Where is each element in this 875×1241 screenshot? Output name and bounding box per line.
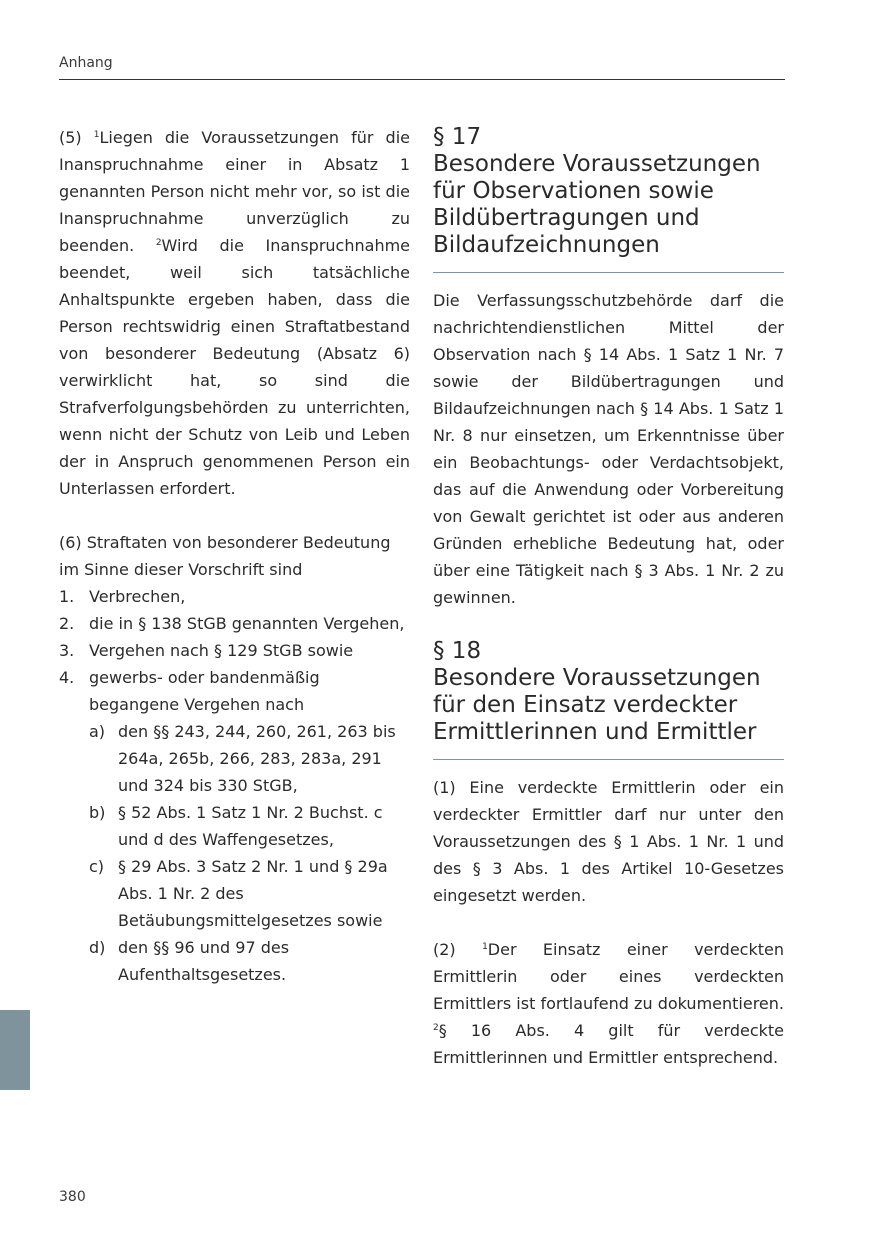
section-divider <box>433 759 784 760</box>
list-text: Verbrechen, <box>89 587 186 606</box>
list-item <box>59 637 410 664</box>
sub-list <box>89 718 410 988</box>
page-number: 380 <box>59 1189 86 1205</box>
section-17-number: § 17 <box>433 124 482 150</box>
sub-list-text: § 29 Abs. 3 Satz 2 Nr. 1 und § 29a Abs. 1 Nr. 2 des Betäubungsmittelgesetzes sowie <box>118 857 388 930</box>
sub-list-text: den §§ 96 und 97 des Aufenthaltsgesetzes. <box>118 938 290 984</box>
paragraph-label: (5) <box>59 128 94 147</box>
header-divider <box>59 79 785 80</box>
list-item <box>59 610 410 637</box>
section-18-number: § 18 <box>433 638 482 664</box>
list-item <box>59 583 410 610</box>
left-column <box>59 124 410 988</box>
section-18-paragraph-2 <box>433 936 784 1071</box>
section-18-paragraph-1: (1) Eine verdeckte Ermittlerin oder ein verdeckter Ermittler darf nur unter den Voraussetzungen des § 1 Abs. 1 Nr. 1 und des § 3 Abs. 1 des Artikel 10-Gesetzes eingesetzt werden. <box>433 778 784 905</box>
paragraph-text: Der Einsatz einer verdeckten Ermittlerin oder eines verdeckten Ermittlers ist fortlaufend zu dokumentieren. <box>433 940 784 1013</box>
section-divider <box>433 272 784 273</box>
list-text: Vergehen nach § 129 StGB sowie <box>89 641 354 660</box>
sub-list-text: den §§ 243, 244, 260, 261, 263 bis 264a, 265b, 266, 283, 283a, 291 und 324 bis 330 StGB, <box>118 722 396 795</box>
sub-list-letter: c) <box>89 857 105 876</box>
chapter-side-tab <box>0 1010 30 1090</box>
paragraph-text: Liegen die Voraussetzungen für die Inanspruchnahme einer in Absatz 1 genannten Person nicht mehr vor, so ist die Inanspruchnahme unverzüglich zu beenden. <box>59 128 411 255</box>
sub-list-item <box>89 718 410 799</box>
running-header: Anhang <box>59 55 113 71</box>
sub-list-text: § 52 Abs. 1 Satz 1 Nr. 2 Buchst. c und d des Waffengesetzes, <box>118 803 383 849</box>
list-text: gewerbs- oder bandenmäßig begangene Vergehen nach <box>89 668 320 714</box>
sub-list-letter: b) <box>89 803 106 822</box>
offense-list <box>59 583 410 988</box>
sentence-number: 2 <box>433 1023 439 1033</box>
paragraph-label: (2) <box>433 940 483 959</box>
sub-list-item <box>89 853 410 934</box>
list-text: die in § 138 StGB genannten Vergehen, <box>89 614 405 633</box>
list-number: 1. <box>59 587 75 606</box>
sentence-number: 1 <box>93 130 100 140</box>
section-17-text: Die Verfassungsschutzbehörde darf die nachrichtendienstlichen Mittel der Observation nach § 14 Abs. 1 Satz 1 Nr. 7 sowie der Bildübertragungen und Bildaufzeichnungen nach § 14 Abs. 1 Satz 1 Nr. 8 nur einsetzen, um Erkenntnisse über ein Beobachtungs- oder Verdachtsobjekt, das auf die Anwendung oder Vorbereitung von Gewalt gerichtet ist oder aus anderen Gründen erhebliche Bedeutung hat, oder über eine Tätigkeit nach § 3 Abs. 1 Nr. 2 zu gewinnen. <box>433 291 784 607</box>
sub-list-item <box>89 934 410 988</box>
section-18-title: Besondere Voraussetzungen für den Einsatz verdeckter Ermittlerinnen und Ermittler <box>433 665 761 745</box>
list-number: 4. <box>59 668 75 687</box>
list-number: 2. <box>59 614 75 633</box>
list-number: 3. <box>59 641 75 660</box>
sub-list-letter: a) <box>89 722 106 741</box>
sub-list-item <box>89 799 410 853</box>
paragraph-5 <box>59 124 410 502</box>
right-column <box>433 124 784 1071</box>
section-17-title: Besondere Voraussetzungen für Observationen sowie Bildübertragungen und Bildaufzeichnungen <box>433 151 761 258</box>
paragraph-6-intro: (6) Straftaten von besonderer Bedeutung im Sinne dieser Vorschrift sind <box>59 533 391 579</box>
sub-list-letter: d) <box>89 938 106 957</box>
sentence-number: 1 <box>482 942 488 952</box>
list-item <box>59 664 410 988</box>
sentence-number: 2 <box>155 238 162 248</box>
paragraph-text: § 16 Abs. 4 gilt für verdeckte Ermittlerinnen und Ermittler entsprechend. <box>433 1021 784 1067</box>
paragraph-text: Wird die Inanspruchnahme beendet, weil sich tatsächliche Anhaltspunkte ergeben haben, dass die Person rechtswidrig einen Straftatbestand von besonderer Bedeutung (Absatz 6) verwirklicht hat, so sind die Strafverfolgungsbehörden zu unterrichten, wenn nicht der Schutz von Leib und Leben der in Anspruch genommenen Person ein Unterlassen erfordert. <box>59 236 411 498</box>
